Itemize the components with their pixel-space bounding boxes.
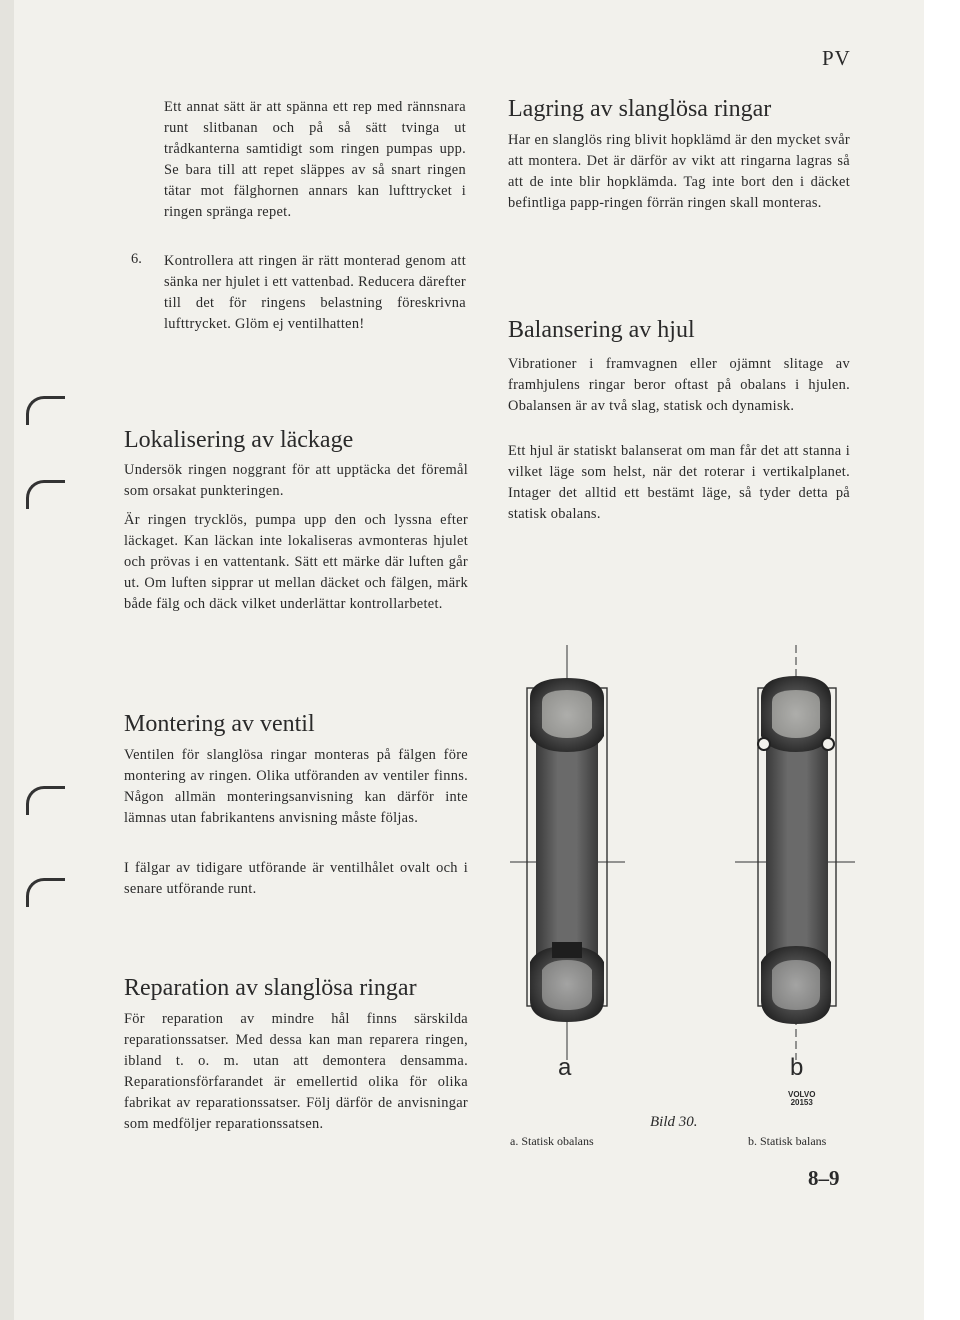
wheel-balance-diagram	[500, 640, 860, 1080]
reparation-p1: För reparation av mindre hål finns särskilda reparationssatser. Med dessa kan man reparera ringen, ibland t. o. m. utan att demontera densamma. Reparationsförfarandet är emellertid olika för olika fabrikat av reparationssatser. Följ därför de anvisningar som medföljer reparationssatsen.	[124, 1011, 468, 1132]
volvo-logo	[788, 1091, 815, 1107]
binder-hole-2	[26, 480, 65, 509]
figure-label-a: a	[558, 1054, 572, 1081]
figure-caption-b: b. Statisk balans	[748, 1134, 827, 1148]
lagring-p1: Har en slanglös ring blivit hopklämd är den mycket svår att montera. Det är därför av vikt att ringarna lagras så att de inte blir hopklämda. Tag inte bort den i däcket befintliga papp-ringen förrän ringen skall monteras.	[508, 132, 850, 211]
figure-caption-title: Bild 30.	[650, 1114, 698, 1130]
wheel-b	[735, 645, 855, 1060]
wheel-a	[510, 645, 625, 1060]
montering-p2: I fälgar av tidigare utförande är ventilhålet ovalt och i senare utförande runt.	[124, 860, 468, 897]
montering-p1: Ventilen för slanglösa ringar monteras på fälgen före montering av ringen. Olika utföranden av ventiler finns. Någon allmän monteringsanvisning kan därför inte lämnas utan fabrikantens anvisning måste följas.	[124, 747, 468, 826]
balansering-p1: Vibrationer i framvagnen eller ojämnt slitage av framhjulens ringar beror oftast på obalans i hjulen. Obalansen är av två slag, statisk och dynamisk.	[508, 356, 850, 414]
step-number: 6.	[131, 251, 142, 267]
page-edge-shadow	[0, 0, 14, 1320]
heading-lokalisering: Lokalisering av läckage	[124, 427, 354, 453]
intro-paragraph: Ett annat sätt är att spänna ett rep med rännsnara runt slitbanan och på så sätt tvinga ut trådkanterna samtidigt som ringen pumpas upp. Se bara till att repet släppes av så snart ringen tätar mot fälghornen annars kan lufttrycket i ringen spränga repet.	[164, 99, 466, 220]
page-margin-right	[924, 0, 960, 1320]
heading-lagring: Lagring av slanglösa ringar	[508, 96, 772, 122]
heading-reparation: Reparation av slanglösa ringar	[124, 975, 417, 1001]
lokalisering-p1: Undersök ringen noggrant för att upptäcka det föremål som orsakat punkteringen.	[124, 462, 468, 499]
figure-label-b: b	[790, 1054, 804, 1081]
heading-montering: Montering av ventil	[124, 711, 315, 737]
lokalisering-p2: Är ringen trycklös, pumpa upp den och lyssna efter läckaget. Kan läckan inte lokaliseras avmonteras hjulet och prövas i en vattentank. Sätt ett märke där luften går ut. Om luften sipprar ut mellan däcket och fälgen, märk både fälg och däck vilket underlättar kontrollarbetet.	[124, 512, 468, 612]
binder-hole-1	[26, 396, 65, 425]
binder-hole-3	[26, 786, 65, 815]
logo-line-2: 20153	[790, 1098, 813, 1107]
logo-line-1: VOLVO	[788, 1090, 816, 1099]
binder-hole-4	[26, 878, 65, 907]
figure-caption-a: a. Statisk obalans	[510, 1134, 594, 1148]
header-label: PV	[822, 46, 851, 70]
heading-balansering: Balansering av hjul	[508, 317, 695, 343]
balansering-p2: Ett hjul är statiskt balanserat om man får det att stanna i vilket läge som helst, när det roterar i vertikalplanet. Intager det alltid ett bestämt läge, så tyder detta på statisk obalans.	[508, 443, 850, 522]
page-number: 8–9	[808, 1166, 840, 1190]
step-6-text: Kontrollera att ringen är rätt monterad genom att sänka ner hjulet i ett vattenbad. Reducera därefter till det för ringens belastning föreskrivna lufttrycket. Glöm ej ventilhatten!	[164, 253, 466, 332]
